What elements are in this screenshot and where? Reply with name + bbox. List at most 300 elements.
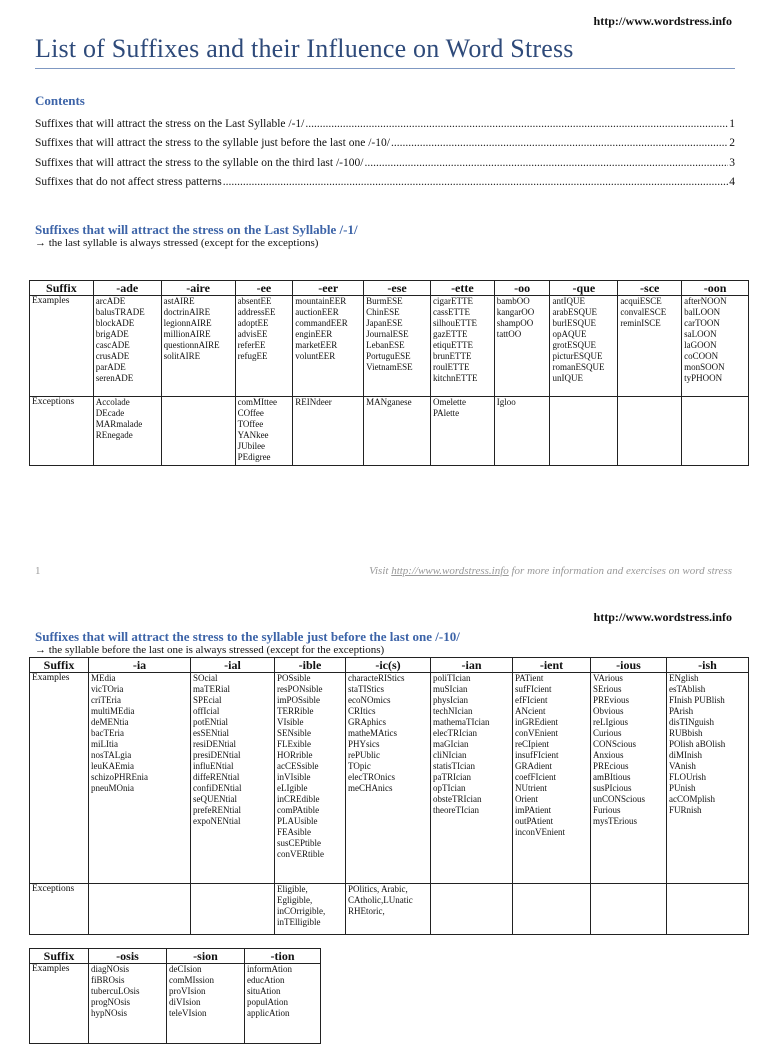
suffix-header: -ade — [93, 281, 161, 296]
example-word: PLAUsible — [277, 816, 318, 826]
examples-cell — [346, 673, 431, 884]
footer-visit-note — [369, 565, 732, 577]
toc-entry-page: 4 — [729, 176, 735, 188]
suffix-header: -ish — [667, 658, 749, 673]
example-word: arabESQUE — [552, 307, 597, 317]
example-word: educAtion — [247, 975, 285, 985]
suffix-header: -que — [550, 281, 618, 296]
example-word: multiMEdia — [91, 706, 135, 716]
example-word: cliNIcian — [433, 750, 467, 760]
example-word: monSOON — [684, 362, 725, 372]
suffix-header: -ient — [513, 658, 591, 673]
example-word: astAIRE — [163, 296, 195, 306]
suffix-header: -osis — [89, 949, 167, 964]
example-word: afterNOON — [684, 296, 727, 306]
example-word: SENsible — [277, 728, 312, 738]
example-word: SOcial — [193, 673, 218, 683]
example-word: millionAIRE — [163, 329, 211, 339]
examples-cell — [494, 296, 550, 397]
section2-subtitle: → the syllable before the last one is always stressed (except for the exceptions) — [35, 644, 385, 656]
example-word: staTIStics — [348, 684, 384, 694]
example-word: NUtrient — [515, 783, 547, 793]
example-word: Anxious — [593, 750, 624, 760]
example-word: seQUENtial — [193, 794, 237, 804]
example-word: matheMAtics — [348, 728, 397, 738]
example-word: paTRIcian — [433, 772, 471, 782]
suffix-header: -ette — [430, 281, 494, 296]
example-word: adoptEE — [237, 318, 269, 328]
row-label-examples: Examples — [30, 964, 89, 1044]
example-word: diVIsion — [169, 997, 201, 1007]
example-word: presiDENtial — [193, 750, 241, 760]
example-word: BurmESE — [366, 296, 403, 306]
example-word: ecoNOmics — [348, 695, 391, 705]
suffix-header: -ious — [591, 658, 667, 673]
example-word: rePUblic — [348, 750, 380, 760]
example-word: deMENtia — [91, 717, 129, 727]
example-word: voluntEER — [295, 351, 336, 361]
example-word: antIQUE — [552, 296, 585, 306]
example-word: PATient — [515, 673, 544, 683]
example-word: tyPHOON — [684, 373, 723, 383]
example-word: FURnish — [669, 805, 702, 815]
suffix-table-last-syllable — [29, 280, 749, 466]
example-word: leuKAEmia — [91, 761, 134, 771]
exceptions-cell — [235, 397, 293, 466]
suffix-header: -ia — [89, 658, 191, 673]
example-word: POlish aBOlish — [669, 739, 726, 749]
example-word: FInish PUBlish — [669, 695, 725, 705]
example-word: LebanESE — [366, 340, 405, 350]
example-word: TOpic — [348, 761, 371, 771]
example-word: cassETTE — [432, 307, 470, 317]
toc-entry-text: Suffixes that do not affect stress patterns — [35, 176, 222, 188]
example-word: diMInish — [669, 750, 703, 760]
example-word: vicTOria — [91, 684, 124, 694]
exception-word: inTElligible — [277, 917, 321, 927]
example-word: PREvious — [593, 695, 630, 705]
example-word: HORrible — [277, 750, 313, 760]
example-word: diffeRENtial — [193, 772, 240, 782]
toc-entry[interactable] — [35, 130, 735, 150]
toc-entry[interactable] — [35, 169, 735, 189]
toc-leader-dots — [305, 118, 728, 130]
suffix-header: -sion — [167, 949, 245, 964]
example-word: silhouETTE — [432, 318, 477, 328]
example-word: TERRible — [277, 706, 314, 716]
section1-heading: Suffixes that will attract the stress on the Last Syllable /-1/ — [35, 222, 358, 237]
example-word: GRAphics — [348, 717, 386, 727]
example-word: VArious — [593, 673, 623, 683]
example-word: reminISCE — [620, 318, 661, 328]
example-word: addressEE — [237, 307, 276, 317]
example-word: theoreTIcian — [433, 805, 479, 815]
example-word: reLIgious — [593, 717, 628, 727]
exceptions-cell — [275, 884, 346, 935]
example-word: cigarETTE — [432, 296, 473, 306]
exception-word: inCOrrigible, — [277, 906, 326, 916]
example-word: carTOON — [684, 318, 720, 328]
example-word: conVEnient — [515, 728, 558, 738]
exception-word: comMIttee — [237, 397, 278, 407]
example-word: JapanESE — [366, 318, 403, 328]
example-word: ChinESE — [366, 307, 400, 317]
exception-word: DEcade — [95, 408, 125, 418]
example-word: reCIpient — [515, 739, 549, 749]
example-word: efFIcient — [515, 695, 548, 705]
example-word: unCONScious — [593, 794, 646, 804]
toc-leader-dots — [391, 137, 728, 149]
exception-word: RHEtoric, — [348, 906, 385, 916]
example-word: PHYsics — [348, 739, 380, 749]
example-word: statisTIcian — [433, 761, 475, 771]
examples-cell — [275, 673, 346, 884]
example-word: mathemaTIcian — [433, 717, 490, 727]
exception-word: PAlette — [432, 408, 460, 418]
contents-heading: Contents — [35, 93, 85, 108]
suffix-header: -ese — [364, 281, 431, 296]
example-word: Furious — [593, 805, 621, 815]
example-word: opTIcian — [433, 783, 466, 793]
example-word: GRAdient — [515, 761, 552, 771]
example-word: techNIcian — [433, 706, 473, 716]
example-word: poliTIcian — [433, 673, 471, 683]
suffix-header: -tion — [245, 949, 321, 964]
example-word: imPAtient — [515, 805, 552, 815]
example-word: saLOON — [684, 329, 717, 339]
title-divider — [35, 68, 735, 69]
exception-word: Egligible, — [277, 895, 313, 905]
example-word: acCOMplish — [669, 794, 715, 804]
exception-word: Accolade — [95, 397, 130, 407]
example-word: burlESQUE — [552, 318, 596, 328]
exception-word: CAtholic,LUnatic — [348, 895, 413, 905]
suffix-table-penultimate-continued — [29, 948, 321, 1044]
examples-cell — [89, 964, 167, 1044]
toc-leader-dots — [223, 176, 729, 188]
example-word: acCESsible — [277, 761, 319, 771]
example-word: informAtion — [247, 964, 292, 974]
example-word: RUBbish — [669, 728, 703, 738]
example-word: PArish — [669, 706, 694, 716]
example-word: bambOO — [496, 296, 530, 306]
toc-entry-text: Suffixes that will attract the stress on the Last Syllable /-1/ — [35, 117, 305, 130]
example-word: outPAtient — [515, 816, 554, 826]
example-word: romanESQUE — [552, 362, 605, 372]
row-label-suffix: Suffix — [30, 658, 89, 673]
example-word: SPEcial — [193, 695, 222, 705]
example-word: unIQUE — [552, 373, 583, 383]
toc-entry-page: 3 — [729, 156, 735, 169]
example-word: convalESCE — [620, 307, 667, 317]
example-word: muSIcian — [433, 684, 468, 694]
exceptions-cell — [89, 884, 191, 935]
examples-cell — [245, 964, 321, 1044]
page-number: 1 — [35, 565, 41, 577]
examples-cell — [191, 673, 275, 884]
examples-cell — [167, 964, 245, 1044]
example-word: bacTEria — [91, 728, 124, 738]
examples-row — [30, 296, 749, 397]
example-word: blockADE — [95, 318, 135, 328]
examples-cell — [89, 673, 191, 884]
example-word: arcADE — [95, 296, 126, 306]
exception-word: TOffee — [237, 419, 264, 429]
exceptions-cell — [618, 397, 682, 466]
visit-suffix: for more information and exercises on word stress — [508, 565, 732, 577]
section1-subtitle: → the last syllable is always stressed (except for the exceptions) — [35, 237, 319, 249]
example-word: tattOO — [496, 329, 522, 339]
example-word: mountainEER — [295, 296, 347, 306]
suffix-header: -ial — [191, 658, 275, 673]
examples-cell — [93, 296, 161, 397]
exception-word: MANganese — [366, 397, 412, 407]
example-word: Orient — [515, 794, 538, 804]
suffix-header: -eer — [293, 281, 364, 296]
example-word: enginEER — [295, 329, 333, 339]
examples-cell — [682, 296, 749, 397]
exception-word: REINdeer — [295, 397, 332, 407]
example-word: gazETTE — [432, 329, 468, 339]
exceptions-cell — [682, 397, 749, 466]
example-word: inCREdible — [277, 794, 320, 804]
example-word: Curious — [593, 728, 622, 738]
example-word: JournalESE — [366, 329, 409, 339]
exceptions-cell — [161, 397, 235, 466]
example-word: questionnAIRE — [163, 340, 220, 350]
example-word: ANcient — [515, 706, 546, 716]
examples-cell — [513, 673, 591, 884]
example-word: susCEPtible — [277, 838, 322, 848]
example-word: balusTRADE — [95, 307, 145, 317]
toc-entry[interactable] — [35, 149, 735, 169]
toc-entry-text: Suffixes that will attract the stress to the syllable on the third last /-100/ — [35, 156, 364, 169]
examples-cell — [161, 296, 235, 397]
example-word: VIsible — [277, 717, 304, 727]
example-word: PortuguESE — [366, 351, 411, 361]
example-word: teleVIsion — [169, 1008, 207, 1018]
row-label-examples: Examples — [30, 673, 89, 884]
table-of-contents — [35, 110, 735, 188]
example-word: amBItious — [593, 772, 631, 782]
example-word: FLExible — [277, 739, 311, 749]
example-word: situAtion — [247, 986, 281, 996]
example-word: schizoPHREnia — [91, 772, 148, 782]
example-word: laGOON — [684, 340, 717, 350]
example-word: expoNENtial — [193, 816, 241, 826]
exception-word: Eligible, — [277, 884, 308, 894]
suffix-header: -oon — [682, 281, 749, 296]
example-word: MEdia — [91, 673, 116, 683]
example-word: coefFIcient — [515, 772, 556, 782]
example-word: disTINguish — [669, 717, 714, 727]
example-word: cascADE — [95, 340, 130, 350]
exceptions-cell — [431, 884, 513, 935]
example-word: miLItia — [91, 739, 118, 749]
example-word: VAnish — [669, 761, 696, 771]
example-word: insufFIcient — [515, 750, 559, 760]
toc-entry[interactable] — [35, 110, 735, 130]
example-word: grotESQUE — [552, 340, 596, 350]
example-word: offIcial — [193, 706, 220, 716]
examples-cell — [430, 296, 494, 397]
example-word: auctionEER — [295, 307, 339, 317]
header-url-page2[interactable]: http://www.wordstress.info — [593, 610, 732, 624]
suffix-table-penultimate — [29, 657, 749, 935]
toc-entry-page: 1 — [729, 117, 735, 130]
example-word: serenADE — [95, 373, 134, 383]
example-word: refugEE — [237, 351, 268, 361]
examples-cell — [550, 296, 618, 397]
example-word: shampOO — [496, 318, 534, 328]
examples-cell — [431, 673, 513, 884]
example-word: maTERial — [193, 684, 230, 694]
example-word: FLOUrish — [669, 772, 707, 782]
example-word: solitAIRE — [163, 351, 201, 361]
example-word: comMIssion — [169, 975, 214, 985]
exceptions-cell — [293, 397, 364, 466]
example-word: fiBROsis — [91, 975, 125, 985]
example-word: maGIcian — [433, 739, 469, 749]
example-word: resPONsible — [277, 684, 323, 694]
footer-link[interactable]: http://www.wordstress.info — [391, 565, 509, 577]
example-word: esTAblish — [669, 684, 706, 694]
suffix-header: -aire — [161, 281, 235, 296]
example-word: Obvious — [593, 706, 624, 716]
example-word: criTEria — [91, 695, 121, 705]
exception-word: JUbilee — [237, 441, 266, 451]
example-word: commandEER — [295, 318, 348, 328]
example-word: potENtial — [193, 717, 228, 727]
example-word: coCOON — [684, 351, 719, 361]
row-label-suffix: Suffix — [30, 281, 94, 296]
examples-cell — [293, 296, 364, 397]
example-word: proVIsion — [169, 986, 206, 996]
examples-row — [30, 673, 749, 884]
example-word: prefeRENtial — [193, 805, 241, 815]
example-word: acquiESCE — [620, 296, 662, 306]
example-word: CONScious — [593, 739, 637, 749]
row-label-suffix: Suffix — [30, 949, 89, 964]
examples-cell — [618, 296, 682, 397]
example-word: populAtion — [247, 997, 289, 1007]
row-label-exceptions: Exceptions — [30, 884, 89, 935]
exceptions-cell — [364, 397, 431, 466]
examples-cell — [591, 673, 667, 884]
example-word: FEAsible — [277, 827, 312, 837]
suffix-header-row — [30, 281, 749, 296]
suffix-header-row — [30, 658, 749, 673]
exception-word: Omelette — [432, 397, 466, 407]
example-word: confiDENtial — [193, 783, 242, 793]
example-word: kangarOO — [496, 307, 535, 317]
suffix-header: -ee — [235, 281, 293, 296]
example-word: esSENtial — [193, 728, 229, 738]
example-word: physIcian — [433, 695, 468, 705]
examples-cell — [667, 673, 749, 884]
example-word: marketEER — [295, 340, 338, 350]
example-word: hypNOsis — [91, 1008, 128, 1018]
examples-cell — [235, 296, 293, 397]
example-word: deCIsion — [169, 964, 202, 974]
example-word: referEE — [237, 340, 266, 350]
example-word: nosTALgia — [91, 750, 132, 760]
example-word: imPOSsible — [277, 695, 321, 705]
suffix-header: -oo — [494, 281, 550, 296]
exception-word: COffee — [237, 408, 264, 418]
example-word: influENtial — [193, 761, 234, 771]
suffix-header: -sce — [618, 281, 682, 296]
example-word: inGREdient — [515, 717, 558, 727]
row-label-exceptions: Exceptions — [30, 397, 94, 466]
toc-entry-text: Suffixes that will attract the stress to the syllable just before the last one /-10/ — [35, 137, 390, 149]
example-word: sufFIcient — [515, 684, 552, 694]
example-word: kitchnETTE — [432, 373, 478, 383]
header-url[interactable]: http://www.wordstress.info — [593, 14, 732, 28]
exceptions-cell — [591, 884, 667, 935]
example-word: POSsible — [277, 673, 311, 683]
exceptions-cell — [494, 397, 550, 466]
example-word: opAQUE — [552, 329, 587, 339]
example-word: conVERtible — [277, 849, 324, 859]
exception-word: YANkee — [237, 430, 269, 440]
exceptions-cell — [667, 884, 749, 935]
exception-word: REnegade — [95, 430, 133, 440]
example-word: brigADE — [95, 329, 129, 339]
examples-row — [30, 964, 321, 1044]
example-word: characteRIStics — [348, 673, 405, 683]
example-word: diagNOsis — [91, 964, 129, 974]
example-word: obsteTRIcian — [433, 794, 482, 804]
example-word: legionnAIRE — [163, 318, 212, 328]
example-word: elecTROnics — [348, 772, 395, 782]
exception-word: Igloo — [496, 397, 516, 407]
suffix-header-row — [30, 949, 321, 964]
exception-word: POlitics, Arabic, — [348, 884, 408, 894]
example-word: pneuMOnia — [91, 783, 134, 793]
examples-cell — [364, 296, 431, 397]
example-word: balLOON — [684, 307, 721, 317]
document-title: List of Suffixes and their Influence on Word Stress — [35, 34, 574, 63]
example-word: doctrinAIRE — [163, 307, 211, 317]
exceptions-row — [30, 884, 749, 935]
example-word: mysTErious — [593, 816, 637, 826]
example-word: SErious — [593, 684, 622, 694]
exceptions-row — [30, 397, 749, 466]
suffix-header: -ic(s) — [346, 658, 431, 673]
exceptions-cell — [513, 884, 591, 935]
toc-leader-dots — [364, 157, 728, 169]
exception-word: PEdigree — [237, 452, 271, 462]
suffix-header: -ible — [275, 658, 346, 673]
example-word: inconVEnient — [515, 827, 565, 837]
exceptions-cell — [191, 884, 275, 935]
exception-word: MARmalade — [95, 419, 143, 429]
exceptions-cell — [430, 397, 494, 466]
example-word: advisEE — [237, 329, 268, 339]
example-word: inVIsible — [277, 772, 311, 782]
example-word: CRItics — [348, 706, 376, 716]
example-word: brunETTE — [432, 351, 472, 361]
example-word: ENglish — [669, 673, 699, 683]
example-word: progNOsis — [91, 997, 131, 1007]
suffix-header: -ian — [431, 658, 513, 673]
example-word: picturESQUE — [552, 351, 603, 361]
visit-prefix: Visit — [369, 565, 392, 577]
example-word: crusADE — [95, 351, 130, 361]
row-label-examples: Examples — [30, 296, 94, 397]
example-word: resiDENtial — [193, 739, 236, 749]
